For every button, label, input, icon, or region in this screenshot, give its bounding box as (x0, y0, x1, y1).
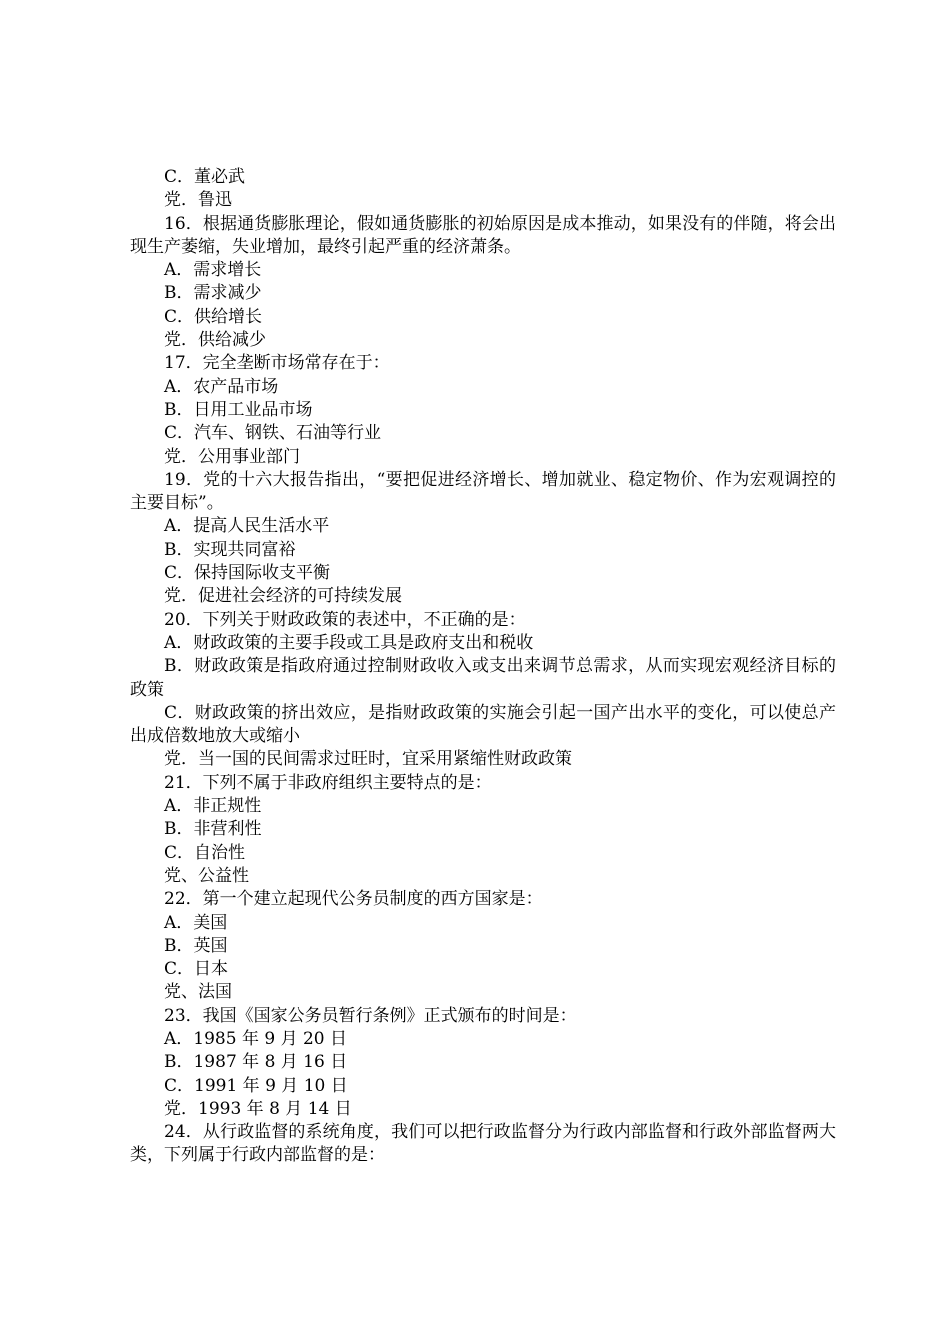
q23-option-a: A．1985 年 9 月 20 日 (164, 1028, 348, 1049)
q22-option-b: B．英国 (164, 935, 228, 956)
q20-option-a: A．财政政策的主要手段或工具是政府支出和税收 (164, 632, 534, 653)
q17-option-d: 党．公用事业部门 (164, 446, 300, 467)
q16-option-c: C．供给增长 (164, 306, 263, 327)
option-d-line: 党．鲁迅 (164, 190, 232, 211)
q16-option-d: 党．供给减少 (164, 330, 266, 351)
q19-option-d: 党．促进社会经济的可持续发展 (164, 586, 402, 607)
question-22: 22．第一个建立起现代公务员制度的西方国家是： (164, 889, 543, 910)
q22-option-d: 党、法国 (164, 982, 232, 1003)
question-17: 17．完全垄断市场常存在于： (164, 353, 390, 374)
document-body (130, 166, 836, 1168)
q23-option-c: C．1991 年 9 月 10 日 (164, 1075, 348, 1096)
q22-option-a: A．美国 (164, 912, 228, 933)
q20-option-b: B．财政政策是指政府通过控制财政收入或支出来调节总需求，从而实现宏观经济目标的政策 (130, 656, 836, 700)
q17-option-b: B．日用工业品市场 (164, 399, 313, 420)
q21-option-d: 党、公益性 (164, 865, 249, 886)
q23-option-b: B．1987 年 8 月 16 日 (164, 1052, 348, 1073)
question-19: 19．党的十六大报告指出，“要把促进经济增长、增加就业、稳定物价、作为宏观调控的主要目标”。 (130, 469, 836, 514)
q19-option-a: A．提高人民生活水平 (164, 516, 330, 537)
q19-option-c: C．保持国际收支平衡 (164, 563, 331, 584)
q19-option-b: B．实现共同富裕 (164, 539, 296, 560)
question-23: 23．我国《国家公务员暂行条例》正式颁布的时间是： (164, 1005, 577, 1026)
q16-option-a: A．需求增长 (164, 260, 262, 281)
q21-option-a: A．非正规性 (164, 796, 262, 817)
question-24: 24．从行政监督的系统角度，我们可以把行政监督分为行政内部监督和行政外部监督两大类，下列属于行政内部监督的是： (130, 1122, 836, 1166)
question-16: 16．根据通货膨胀理论，假如通货膨胀的初始原因是成本推动，如果没有的伴随，将会出现生产萎缩，失业增加，最终引起严重的经济萧条。 (130, 213, 836, 257)
q21-option-c: C．自治性 (164, 842, 246, 863)
q21-option-b: B．非营利性 (164, 819, 262, 840)
q20-option-d: 党．当一国的民间需求过旺时，宜采用紧缩性财政政策 (164, 749, 572, 770)
q23-option-d: 党．1993 年 8 月 14 日 (164, 1098, 352, 1119)
question-21: 21．下列不属于非政府组织主要特点的是： (164, 772, 492, 793)
option-c-line: C．董必武 (164, 167, 246, 187)
q17-option-c: C．汽车、钢铁、石油等行业 (164, 423, 382, 444)
q16-option-b: B．需求减少 (164, 283, 262, 304)
q22-option-c: C．日本 (164, 959, 229, 980)
q20-option-c: C．财政政策的挤出效应，是指财政政策的实施会引起一国产出水平的变化，可以使总产出成倍数地放大或缩小 (130, 702, 836, 747)
q17-option-a: A．农产品市场 (164, 376, 279, 397)
question-20: 20．下列关于财政政策的表述中，不正确的是： (164, 609, 526, 630)
